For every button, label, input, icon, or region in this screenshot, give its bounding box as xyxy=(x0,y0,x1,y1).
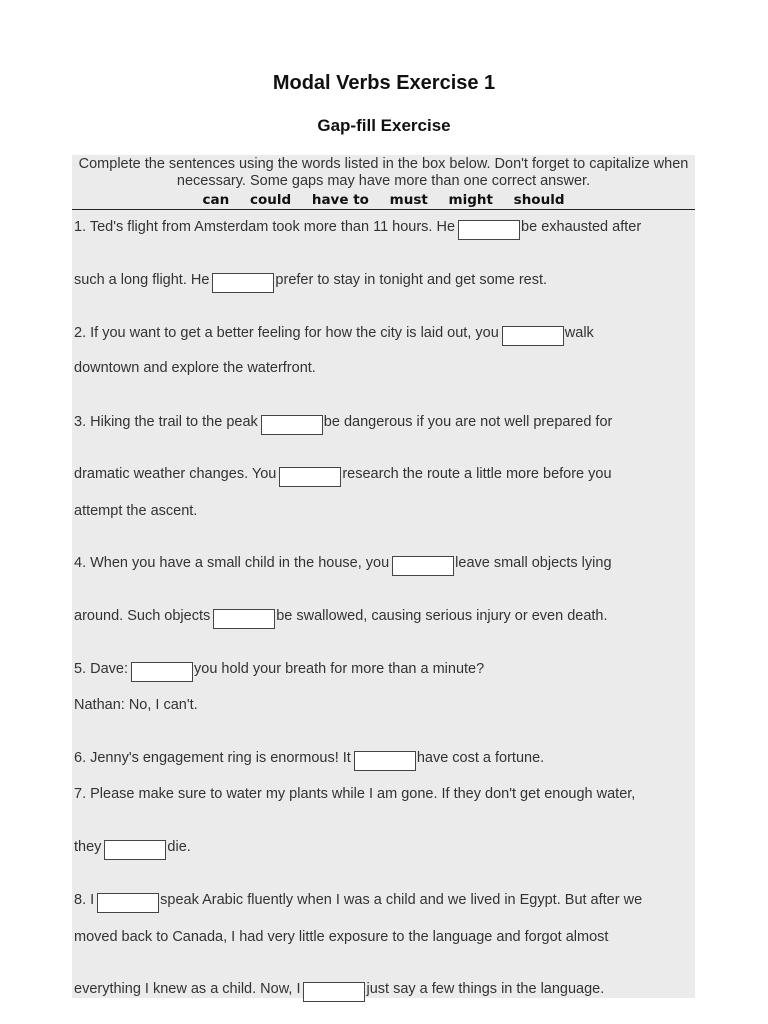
gap-input-6[interactable] xyxy=(392,556,454,576)
sentence-text: they xyxy=(74,839,102,855)
sentence-line xyxy=(74,216,694,238)
gap-input-7[interactable] xyxy=(213,609,275,629)
sentence-text: prefer to stay in tonight and get some rest. xyxy=(275,272,548,288)
gap-input-11[interactable] xyxy=(97,893,159,913)
sentence-text: dramatic weather changes. You xyxy=(74,466,277,482)
sentence-text: attempt the ascent. xyxy=(74,503,198,519)
sentence-text: 2. If you want to get a better feeling for how the city is laid out, you xyxy=(74,325,499,341)
page-subtitle: Gap-fill Exercise xyxy=(317,116,451,135)
sentence-text: just say a few things in the language. xyxy=(366,981,605,997)
gap-input-1[interactable] xyxy=(458,220,520,240)
sentence-text: Nathan: No, I can't. xyxy=(74,697,198,713)
sentence-text: have cost a fortune. xyxy=(416,750,545,766)
word-could: could xyxy=(249,192,292,208)
sentence-text: die. xyxy=(167,839,191,855)
page-title: Modal Verbs Exercise 1 xyxy=(272,72,496,94)
sentence-text: be exhausted after xyxy=(521,219,642,235)
sentence-line xyxy=(74,552,694,574)
sentence-text: speak Arabic fluently when I was a child and we lived in Egypt. But after we xyxy=(160,892,643,908)
sentence-line xyxy=(74,694,694,716)
sentence-text: 3. Hiking the trail to the peak xyxy=(74,414,258,430)
sentence-text: 6. Jenny's engagement ring is enormous! It xyxy=(74,750,351,766)
sentence-text: leave small objects lying xyxy=(455,555,612,571)
sentence-line xyxy=(74,889,694,911)
sentence-line xyxy=(74,411,694,433)
sentence-text: research the route a little more before you xyxy=(342,466,612,482)
sentence-text: 7. Please make sure to water my plants while I am gone. If they don't get enough water, xyxy=(74,786,636,802)
sentence-line xyxy=(74,463,694,485)
gap-input-8[interactable] xyxy=(131,662,193,682)
sentence-line xyxy=(74,322,694,344)
gap-input-3[interactable] xyxy=(502,326,564,346)
sentence-text: 1. Ted's flight from Amsterdam took more than 11 hours. He xyxy=(74,219,456,235)
word-can: can xyxy=(202,192,230,208)
gap-input-5[interactable] xyxy=(279,467,341,487)
gap-input-12[interactable] xyxy=(303,982,365,1002)
sentence-text: moved back to Canada, I had very little exposure to the language and forgot almost xyxy=(74,929,609,945)
sentence-text: you hold your breath for more than a minute? xyxy=(194,661,485,677)
sentence-line xyxy=(74,658,694,680)
sentence-text: 4. When you have a small child in the house, you xyxy=(74,555,390,571)
word-should: should xyxy=(513,192,565,208)
gap-input-10[interactable] xyxy=(104,840,166,860)
gap-input-4[interactable] xyxy=(261,415,323,435)
word-have-to: have to xyxy=(311,192,369,208)
sentence-line xyxy=(74,269,694,291)
sentence-line xyxy=(74,836,694,858)
gap-input-9[interactable] xyxy=(354,751,416,771)
word-might: might xyxy=(448,192,493,208)
word-must: must xyxy=(389,192,428,208)
sentence-line xyxy=(74,357,694,379)
sentence-line xyxy=(74,605,694,627)
sentence-line xyxy=(74,926,694,948)
sentence-text: 8. I xyxy=(74,892,95,908)
sentence-line xyxy=(74,978,694,1000)
sentence-text: around. Such objects xyxy=(74,608,211,624)
sentence-line xyxy=(74,747,694,769)
sentence-line xyxy=(74,500,694,522)
sentence-text: be swallowed, causing serious injury or even death. xyxy=(276,608,608,624)
word-box xyxy=(72,192,695,210)
sentence-text: everything I knew as a child. Now, I xyxy=(74,981,301,997)
sentence-line xyxy=(74,783,694,805)
sentence-text: downtown and explore the waterfront. xyxy=(74,360,316,376)
sentence-text: walk xyxy=(564,325,594,341)
sentence-text: be dangerous if you are not well prepared for xyxy=(323,414,613,430)
gap-input-2[interactable] xyxy=(212,273,274,293)
instructions-text: Complete the sentences using the words listed in the box below. Don't forget to capitalize when necessary. Some gaps may have more than one correct answer. xyxy=(78,156,689,189)
sentence-text: 5. Dave: xyxy=(74,661,128,677)
sentence-text: such a long flight. He xyxy=(74,272,210,288)
